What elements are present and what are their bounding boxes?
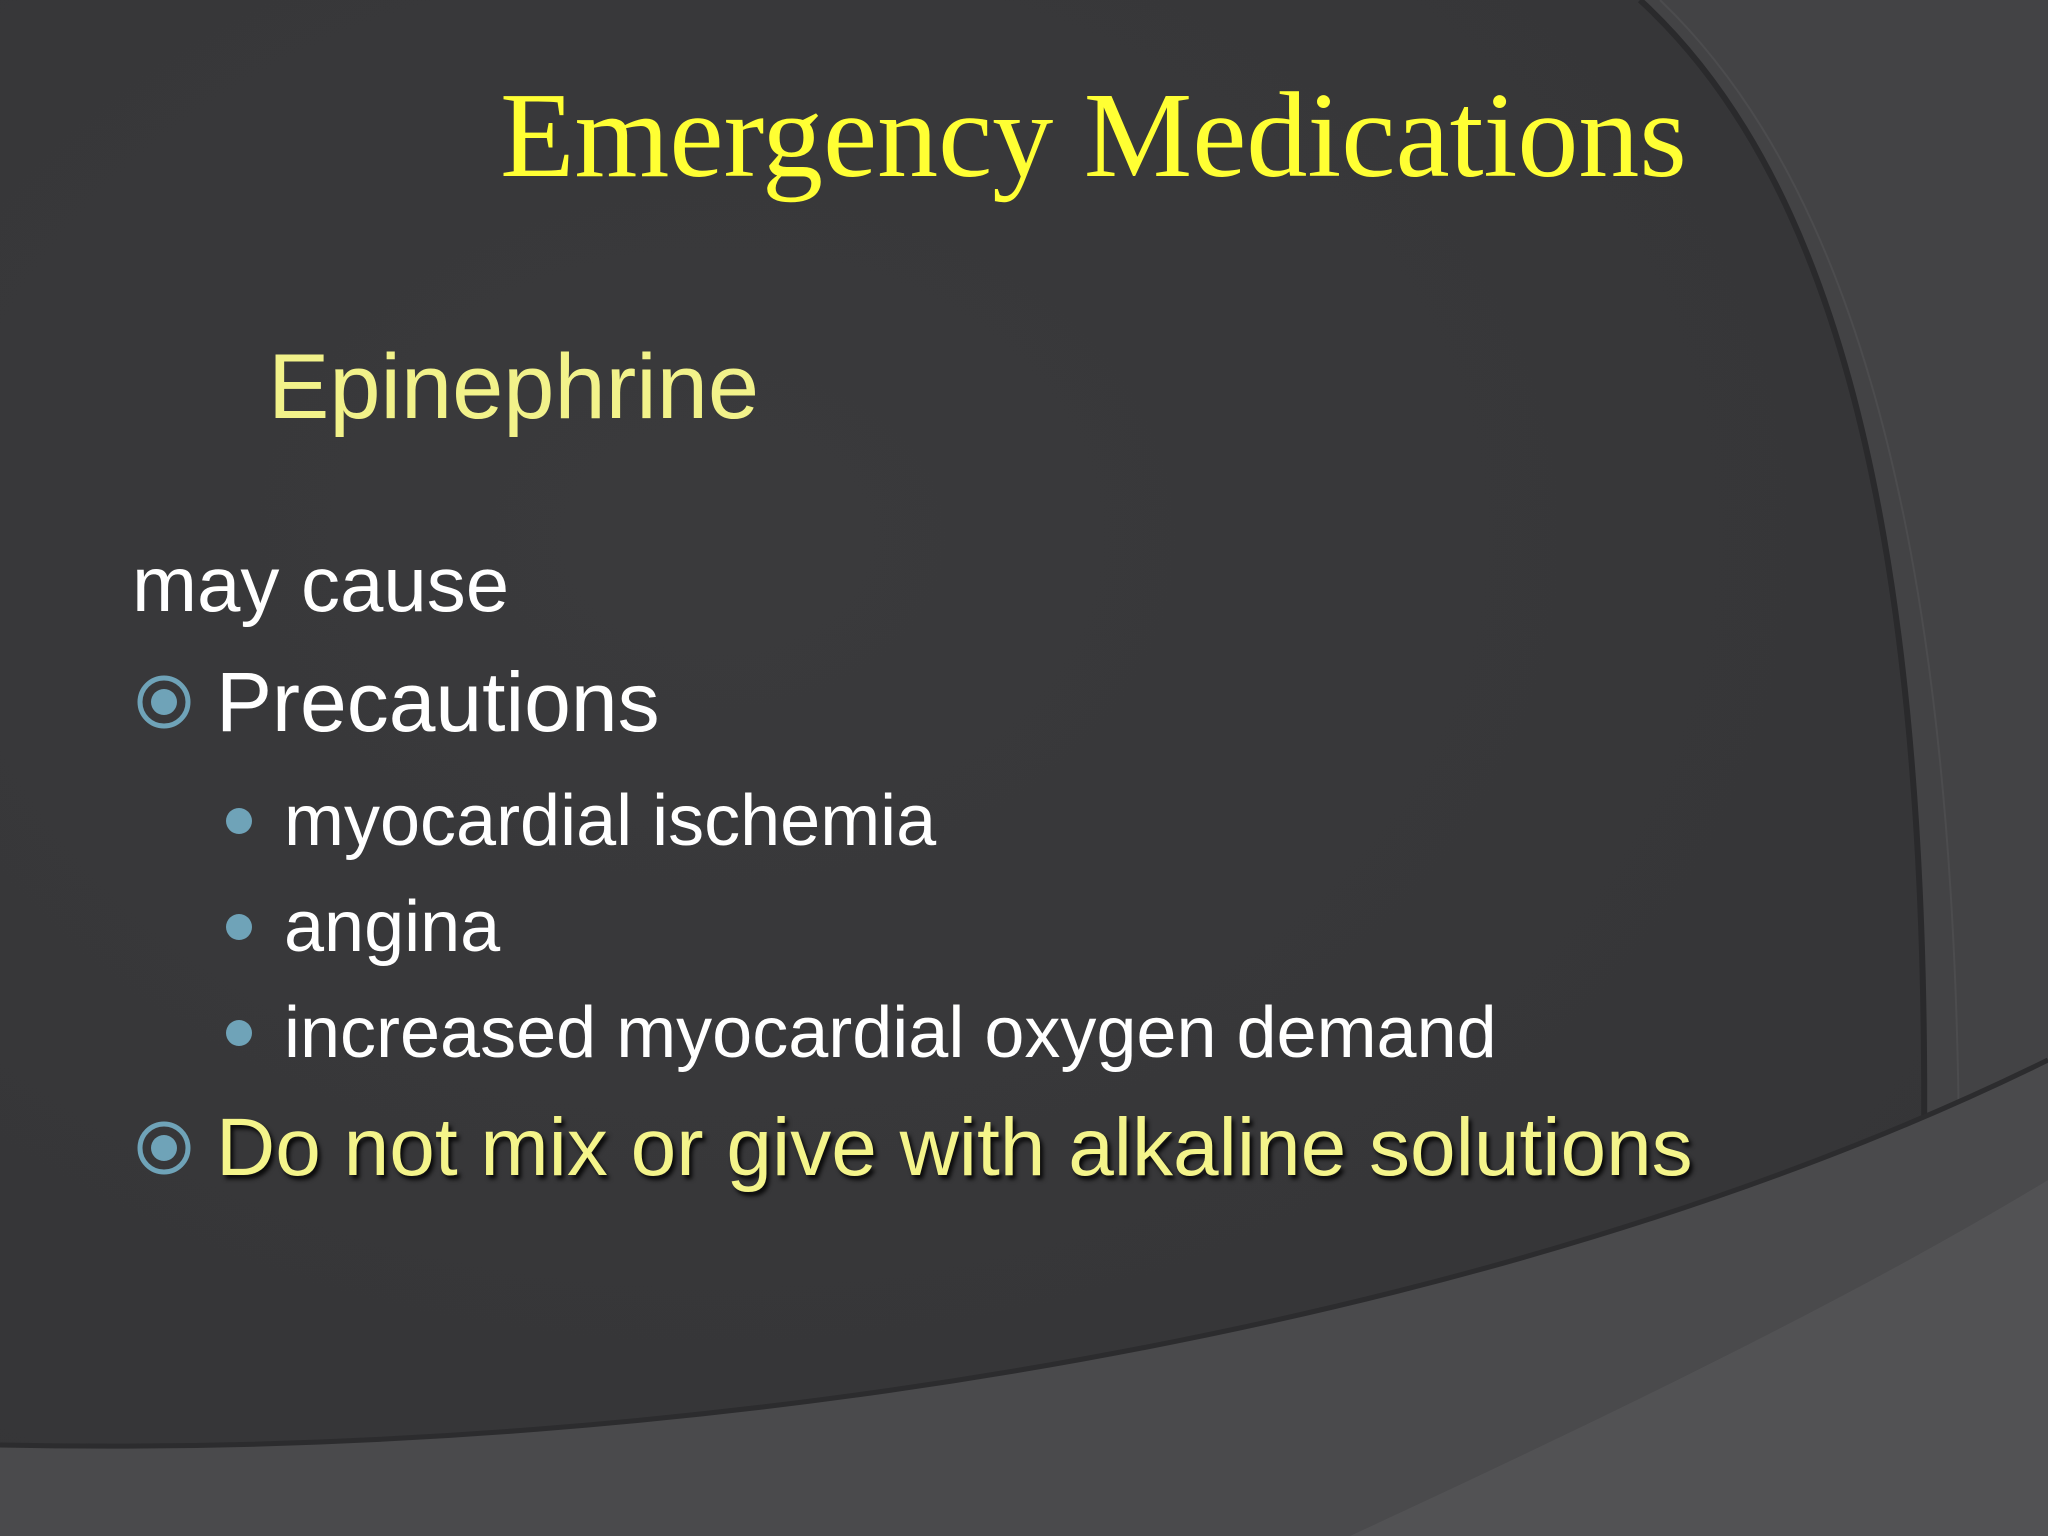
bullet-label: Do not mix or give with alkaline solutions xyxy=(216,1102,1693,1193)
dot-bullet-icon xyxy=(226,914,252,940)
bullet-precautions xyxy=(134,652,660,752)
slide-subtitle: Epinephrine xyxy=(268,336,760,438)
intro-line: may cause xyxy=(132,540,510,628)
list-item-text: angina xyxy=(284,887,501,967)
slide-title: Emergency Medications xyxy=(500,68,1687,203)
list-item-text: myocardial ischemia xyxy=(284,781,937,861)
dot-bullet-icon xyxy=(226,808,252,834)
list-item xyxy=(226,980,1497,1086)
precautions-sublist xyxy=(226,768,1497,1086)
dot-bullet-icon xyxy=(226,1020,252,1046)
ringed-circle-bullet-icon xyxy=(134,672,194,732)
bullet-label: Precautions xyxy=(216,655,660,749)
list-item xyxy=(226,874,1497,980)
ringed-circle-bullet-icon xyxy=(134,1118,194,1178)
bullet-alkaline-warning xyxy=(134,1098,1693,1198)
list-item xyxy=(226,768,1497,874)
list-item-text: increased myocardial oxygen demand xyxy=(284,993,1497,1073)
